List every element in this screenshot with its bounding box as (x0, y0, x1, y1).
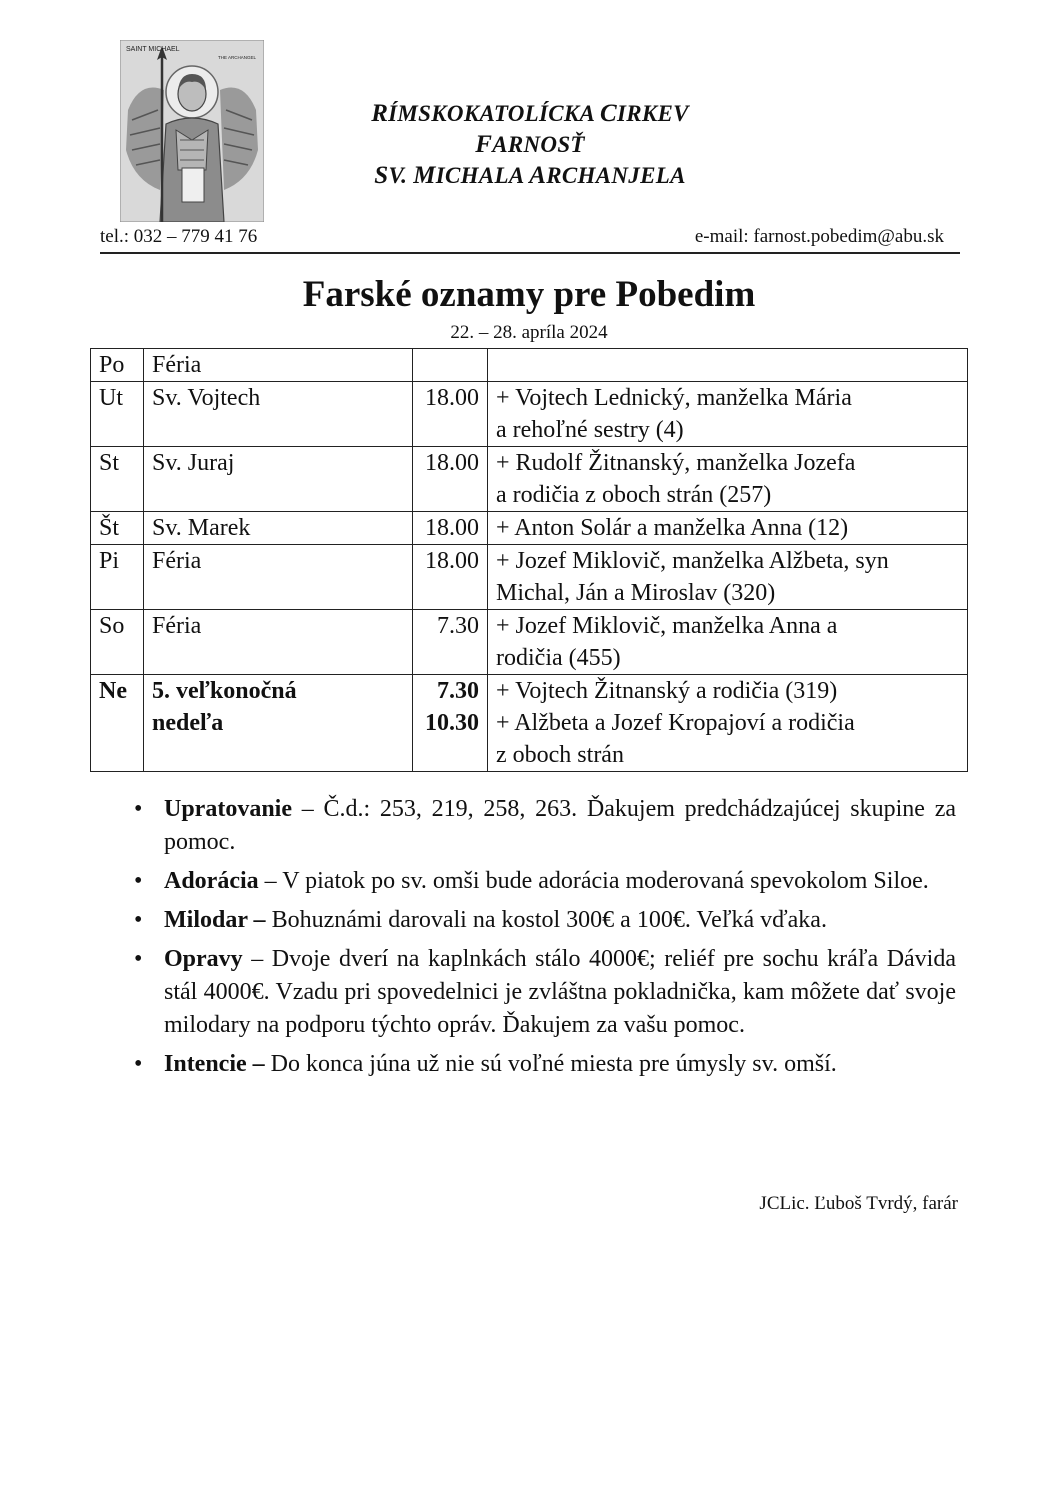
schedule-intention (488, 349, 968, 382)
schedule-intention-line: + Vojtech Lednický, manželka Mária (496, 385, 852, 411)
schedule-row (91, 382, 968, 447)
schedule-feast-line: Féria (152, 613, 202, 639)
schedule-day: Št (91, 512, 144, 545)
announcement-label: Milodar – (164, 907, 266, 933)
schedule-feast (144, 610, 413, 675)
schedule-intention-line: a rehoľné sestry (4) (496, 417, 684, 443)
schedule-intention (488, 610, 968, 675)
announcement-label: Intencie – (164, 1051, 265, 1077)
church-header (300, 98, 760, 191)
church-header-line-3: SV. MICHALA ARCHANJELA (374, 162, 686, 189)
schedule-day: Ut (91, 382, 144, 447)
bullet-icon: • (134, 1051, 143, 1077)
schedule-intention-line: + Jozef Miklovič, manželka Alžbeta, syn (496, 548, 889, 574)
schedule-feast (144, 675, 413, 772)
bullet-icon: • (134, 946, 143, 972)
schedule-feast (144, 512, 413, 545)
bullet-icon: • (134, 796, 143, 822)
announcement-item (134, 1048, 956, 1081)
announcements-list (134, 793, 956, 1087)
schedule-row (91, 349, 968, 382)
announcement-text: Do konca júna už nie sú voľné miesta pre úmysly sv. omší. (264, 1051, 837, 1077)
schedule-time (413, 675, 488, 772)
page-title: Farské oznamy pre Pobedim (302, 274, 756, 315)
schedule-intention-line: Michal, Ján a Miroslav (320) (496, 580, 776, 606)
schedule-feast-line: Sv. Juraj (152, 450, 235, 476)
schedule-time-line: 7.30 (437, 613, 479, 639)
saint-michael-icon-logo (120, 40, 264, 222)
logo-sub-text: THE ARCHANGEL (218, 55, 257, 60)
schedule-intention-line: + Vojtech Žitnanský a rodičia (319) (496, 678, 838, 704)
announcement-text: Bohuznámi darovali na kostol 300€ a 100€. Veľká vďaka. (265, 907, 827, 933)
schedule-intention-line (496, 349, 963, 381)
schedule-feast-line: nedeľa (152, 710, 224, 736)
schedule-time (413, 545, 488, 610)
logo-top-text: SAINT MICHAEL (126, 46, 180, 53)
schedule-feast (144, 545, 413, 610)
schedule-feast-line: Sv. Marek (152, 515, 251, 541)
schedule-time-line: 18.00 (425, 548, 479, 574)
announcement-label: Adorácia (164, 868, 259, 894)
email-address: e-mail: farnost.pobedim@abu.sk (694, 226, 944, 247)
schedule-time-line: 7.30 (437, 678, 479, 704)
schedule-feast (144, 382, 413, 447)
schedule-day: Po (91, 349, 144, 382)
schedule-row (91, 675, 968, 772)
schedule-feast-line: 5. veľkonočná (152, 678, 297, 704)
schedule-feast-line: Sv. Vojtech (152, 385, 261, 411)
schedule-row (91, 610, 968, 675)
schedule-time-line: 18.00 (425, 450, 479, 476)
bullet-icon: • (134, 907, 143, 933)
schedule-feast (144, 447, 413, 512)
schedule-time (413, 512, 488, 545)
announcement-item (134, 793, 956, 859)
announcement-label: Upratovanie (164, 796, 292, 822)
schedule-day: Pi (91, 545, 144, 610)
signature: JCLic. Ľuboš Tvrdý, farár (759, 1193, 958, 1214)
schedule-feast (144, 349, 413, 382)
schedule-row (91, 545, 968, 610)
schedule-intention (488, 447, 968, 512)
schedule-day: St (91, 447, 144, 512)
contact-bar (100, 226, 960, 254)
schedule-time-line: 10.30 (425, 710, 479, 736)
schedule-intention-line: + Jozef Miklovič, manželka Anna a (496, 613, 838, 639)
schedule-time-line: 18.00 (425, 385, 479, 411)
church-header-line-2: FARNOSŤ (475, 131, 585, 158)
schedule-intention-line: rodičia (455) (496, 645, 621, 671)
announcement-label: Opravy (164, 946, 243, 972)
schedule-intention (488, 675, 968, 772)
schedule-intention-line: a rodičia z oboch strán (257) (496, 482, 772, 508)
announcement-item (134, 904, 956, 937)
schedule-time (413, 610, 488, 675)
phone-number: tel.: 032 – 779 41 76 (100, 226, 258, 247)
announcement-item (134, 943, 956, 1042)
schedule-intention-line: + Alžbeta a Jozef Kropajoví a rodičia (496, 710, 855, 736)
date-range: 22. – 28. apríla 2024 (450, 322, 608, 343)
schedule-intention (488, 512, 968, 545)
schedule-time (413, 382, 488, 447)
schedule-time-line (421, 349, 479, 381)
schedule-day: Ne (91, 675, 144, 772)
schedule-time (413, 349, 488, 382)
schedule-intention-line: z oboch strán (496, 742, 624, 768)
schedule-intention (488, 382, 968, 447)
schedule-feast-line: Féria (152, 352, 202, 378)
schedule-row (91, 447, 968, 512)
schedule-intention (488, 545, 968, 610)
schedule-day: So (91, 610, 144, 675)
bullet-icon: • (134, 868, 143, 894)
announcement-text: – V piatok po sv. omši bude adorácia moderovaná spevokolom Siloe. (258, 868, 929, 894)
announcement-text: – Č.d.: 253, 219, 258, 263. Ďakujem predchádzajúcej skupine za pomoc. (164, 796, 956, 855)
schedule-intention-line: + Anton Solár a manželka Anna (12) (496, 515, 849, 541)
announcement-item (134, 865, 956, 898)
announcement-text: – Dvoje dverí na kaplnkách stálo 4000€; reliéf pre sochu kráľa Dávida stál 4000€. Vzadu pri spovedelnici je zvláštna pokladnička, kam môžete dať svoje milodary na podporu týchto opráv. Ďakujem za vašu pomoc. (164, 946, 956, 1038)
mass-schedule-table (90, 348, 968, 772)
schedule-row (91, 512, 968, 545)
schedule-time (413, 447, 488, 512)
schedule-feast-line: Féria (152, 548, 202, 574)
church-header-line-1: RÍMSKOKATOLÍCKA CIRKEV (371, 100, 689, 127)
schedule-time-line: 18.00 (425, 515, 479, 541)
schedule-intention-line: + Rudolf Žitnanský, manželka Jozefa (496, 450, 856, 476)
